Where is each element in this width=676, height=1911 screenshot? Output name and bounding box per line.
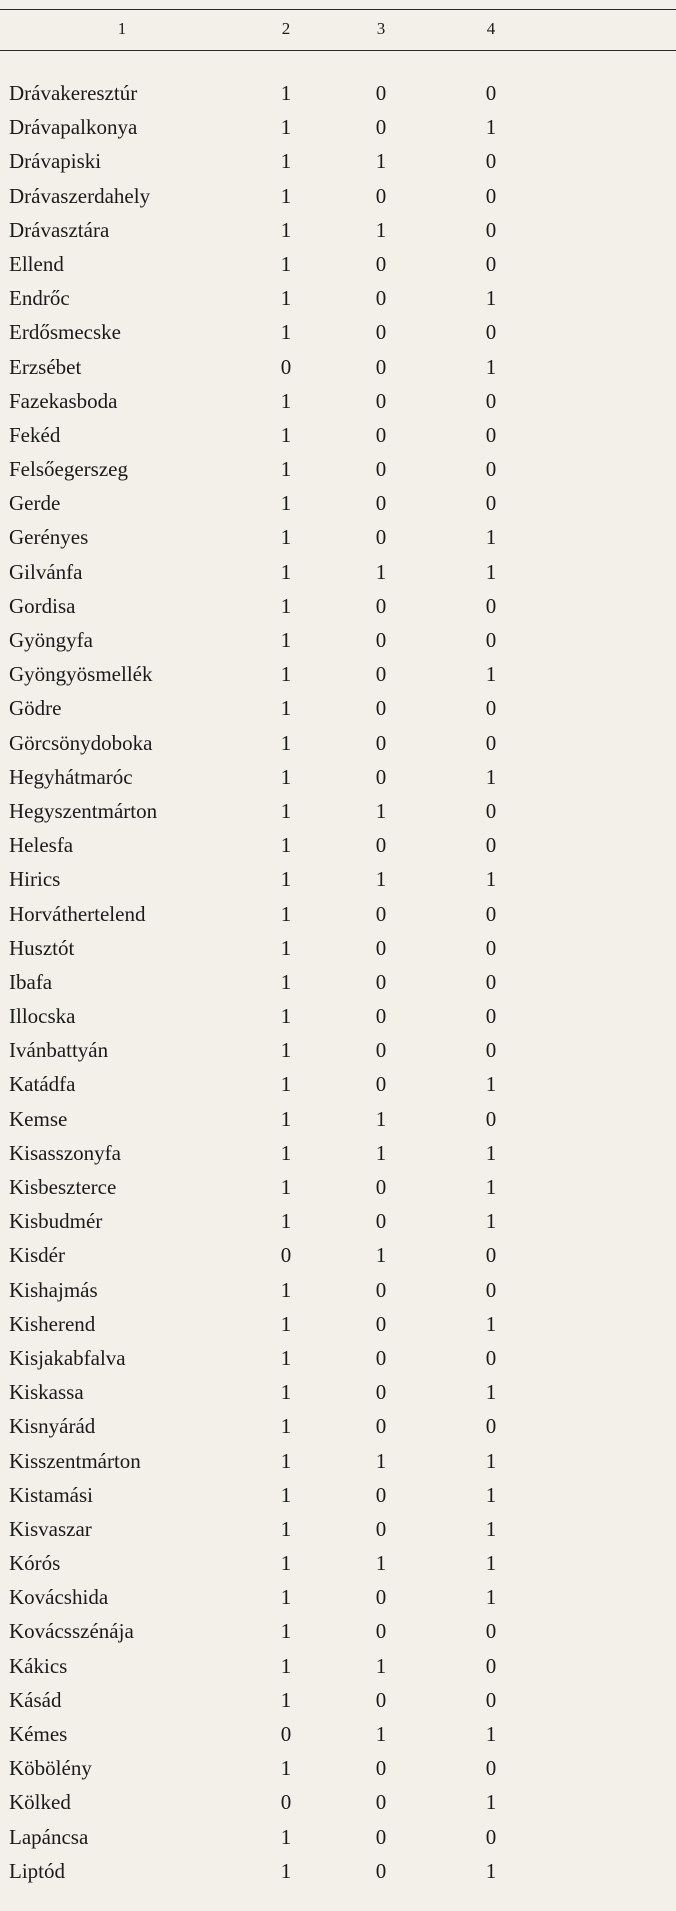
col-4-value-cell: 0 [485, 1243, 497, 1268]
table-row [0, 1170, 676, 1204]
col-4-value-cell: 0 [485, 696, 497, 721]
table-row [0, 1444, 676, 1478]
col-3-value-cell: 0 [375, 1414, 387, 1439]
table-row [0, 281, 676, 315]
settlement-name-cell: Kákics [9, 1653, 68, 1678]
table-row [0, 418, 676, 452]
settlement-name-cell: Drávasztára [9, 217, 110, 242]
col-2-value-cell: 1 [280, 969, 292, 994]
settlement-name-cell: Ivánbattyán [9, 1038, 109, 1063]
col-3-value-cell: 1 [375, 1653, 387, 1678]
col-3-value-cell: 0 [375, 1482, 387, 1507]
col-3-value-cell: 0 [375, 1038, 387, 1063]
col-2-value-cell: 1 [280, 1687, 292, 1712]
col-2-value-cell: 1 [280, 1038, 292, 1063]
header-col-1: 1 [117, 19, 127, 38]
settlement-name-cell: Kovácshida [9, 1585, 109, 1610]
col-4-value-cell: 1 [485, 559, 497, 584]
table-header [0, 16, 676, 42]
col-2-value-cell: 1 [280, 1072, 292, 1097]
table-row [0, 1204, 676, 1238]
table-row [0, 213, 676, 247]
col-3-value-cell: 0 [375, 662, 387, 687]
col-3-value-cell: 0 [375, 525, 387, 550]
col-4-value-cell: 1 [485, 662, 497, 687]
settlement-name-cell: Horváthertelend [9, 901, 146, 926]
table-row [0, 520, 676, 554]
col-3-value-cell: 1 [375, 798, 387, 823]
table-row [0, 1136, 676, 1170]
table-row [0, 110, 676, 144]
settlement-name-cell: Kisjakabfalva [9, 1345, 126, 1370]
settlement-name-cell: Liptód [9, 1858, 65, 1883]
col-4-value-cell: 0 [485, 1687, 497, 1712]
table-row [0, 999, 676, 1033]
col-2-value-cell: 1 [280, 320, 292, 345]
table-row [0, 862, 676, 896]
settlement-name-cell: Gerde [9, 491, 61, 516]
col-2-value-cell: 1 [280, 901, 292, 926]
col-4-value-cell: 1 [485, 286, 497, 311]
settlement-name-cell: Husztót [9, 935, 75, 960]
col-2-value-cell: 1 [280, 457, 292, 482]
settlement-name-cell: Kisbudmér [9, 1209, 103, 1234]
col-2-value-cell: 1 [280, 1482, 292, 1507]
col-3-value-cell: 1 [375, 1448, 387, 1473]
table-row [0, 452, 676, 486]
table-row [0, 1512, 676, 1546]
col-2-value-cell: 1 [280, 81, 292, 105]
settlement-name-cell: Katádfa [9, 1072, 76, 1097]
col-4-value-cell: 0 [485, 1414, 497, 1439]
col-2-value-cell: 1 [280, 1414, 292, 1439]
col-2-value-cell: 1 [280, 1824, 292, 1849]
col-3-value-cell: 1 [375, 1106, 387, 1131]
col-4-value-cell: 1 [485, 1858, 497, 1883]
table-row [0, 1409, 676, 1443]
col-4-value-cell: 0 [485, 628, 497, 652]
col-3-value-cell: 0 [375, 764, 387, 789]
table-row [0, 897, 676, 931]
header-col-4: 4 [486, 19, 496, 38]
header-col-2: 2 [281, 19, 291, 38]
table-row [0, 828, 676, 862]
col-2-value-cell: 1 [280, 149, 292, 174]
col-4-value-cell: 0 [485, 388, 497, 413]
col-3-value-cell: 0 [375, 730, 387, 755]
col-3-value-cell: 1 [375, 149, 387, 174]
table-row [0, 1375, 676, 1409]
settlement-name-cell: Kisnyárád [9, 1414, 96, 1439]
table-row [0, 760, 676, 794]
col-4-value-cell: 0 [485, 593, 497, 618]
col-2-value-cell: 1 [280, 1277, 292, 1302]
col-2-value-cell: 1 [280, 1140, 292, 1165]
table-row [0, 1033, 676, 1067]
col-3-value-cell: 0 [375, 1072, 387, 1097]
settlement-name-cell: Kisdér [9, 1243, 65, 1268]
col-3-value-cell: 1 [375, 1140, 387, 1165]
table-row [0, 1614, 676, 1648]
settlement-name-cell: Helesfa [9, 833, 74, 858]
col-2-value-cell: 1 [280, 662, 292, 687]
col-3-value-cell: 1 [375, 1722, 387, 1746]
settlement-name-cell: Endrőc [9, 286, 70, 311]
col-2-value-cell: 1 [280, 1551, 292, 1576]
col-2-value-cell: 1 [280, 593, 292, 618]
settlement-name-cell: Kemse [9, 1106, 68, 1131]
col-2-value-cell: 1 [280, 1585, 292, 1610]
settlement-name-cell: Kovácsszénája [9, 1619, 134, 1644]
table-row [0, 555, 676, 589]
settlement-name-cell: Drávapiski [9, 149, 102, 174]
col-2-value-cell: 1 [280, 1858, 292, 1883]
col-3-value-cell: 0 [375, 1790, 387, 1815]
col-3-value-cell: 0 [375, 833, 387, 858]
col-4-value-cell: 0 [485, 183, 497, 208]
table-row [0, 1273, 676, 1307]
col-3-value-cell: 0 [375, 422, 387, 447]
col-3-value-cell: 0 [375, 1585, 387, 1610]
col-2-value-cell: 1 [280, 217, 292, 242]
col-3-value-cell: 1 [375, 1243, 387, 1268]
col-3-value-cell: 0 [375, 593, 387, 618]
col-4-value-cell: 1 [485, 1516, 497, 1541]
col-2-value-cell: 1 [280, 1345, 292, 1370]
col-3-value-cell: 0 [375, 1004, 387, 1029]
settlement-name-cell: Felsőegerszeg [9, 457, 128, 482]
settlement-name-cell: Drávapalkonya [9, 115, 138, 140]
col-2-value-cell: 1 [280, 525, 292, 550]
table-row [0, 315, 676, 349]
col-2-value-cell: 1 [280, 935, 292, 960]
col-4-value-cell: 0 [485, 1106, 497, 1131]
col-4-value-cell: 0 [485, 798, 497, 823]
col-2-value-cell: 1 [280, 628, 292, 652]
settlement-name-cell: Gordisa [9, 593, 76, 618]
col-2-value-cell: 1 [280, 1004, 292, 1029]
col-3-value-cell: 0 [375, 1824, 387, 1849]
table-row [0, 965, 676, 999]
table-row [0, 144, 676, 178]
settlement-name-cell: Hegyszentmárton [9, 798, 158, 823]
settlement-name-cell: Fekéd [9, 422, 61, 447]
col-3-value-cell: 0 [375, 1209, 387, 1234]
settlement-name-cell: Kisasszonyfa [9, 1140, 121, 1165]
settlement-name-cell: Ellend [9, 251, 64, 276]
settlement-name-cell: Kórós [9, 1551, 61, 1576]
table-row [0, 1683, 676, 1717]
col-2-value-cell: 0 [280, 1243, 292, 1268]
settlement-name-cell: Kishajmás [9, 1277, 98, 1302]
col-2-value-cell: 1 [280, 388, 292, 413]
settlement-name-cell: Fazekasboda [9, 388, 118, 413]
table-row [0, 350, 676, 384]
settlement-name-cell: Köbölény [9, 1756, 92, 1781]
col-4-value-cell: 0 [485, 1345, 497, 1370]
col-2-value-cell: 1 [280, 833, 292, 858]
col-3-value-cell: 0 [375, 901, 387, 926]
settlement-name-cell: Lapáncsa [9, 1824, 89, 1849]
settlement-name-cell: Gilvánfa [9, 559, 83, 584]
table-row [0, 179, 676, 213]
table-row [0, 589, 676, 623]
settlement-name-cell: Kiskassa [9, 1380, 84, 1405]
col-4-value-cell: 0 [485, 81, 497, 105]
col-3-value-cell: 0 [375, 320, 387, 345]
table-body [0, 76, 676, 1888]
col-3-value-cell: 0 [375, 969, 387, 994]
col-3-value-cell: 0 [375, 1687, 387, 1712]
settlement-name-cell: Kistamási [9, 1482, 93, 1507]
table-row [0, 1717, 676, 1751]
col-3-value-cell: 1 [375, 217, 387, 242]
settlement-name-cell: Hegyhátmaróc [9, 764, 133, 789]
table-row [0, 1341, 676, 1375]
settlement-name-cell: Drávaszerdahely [9, 183, 151, 208]
col-2-value-cell: 1 [280, 798, 292, 823]
table-row [0, 691, 676, 725]
settlement-name-cell: Erdősmecske [9, 320, 121, 345]
col-3-value-cell: 0 [375, 457, 387, 482]
col-2-value-cell: 1 [280, 183, 292, 208]
col-4-value-cell: 1 [485, 115, 497, 140]
settlement-name-cell: Illocska [9, 1004, 76, 1029]
col-3-value-cell: 0 [375, 1380, 387, 1405]
settlement-name-cell: Kémes [9, 1722, 68, 1746]
col-3-value-cell: 1 [375, 1551, 387, 1576]
col-2-value-cell: 1 [280, 1380, 292, 1405]
col-4-value-cell: 1 [485, 1482, 497, 1507]
table-row [0, 1102, 676, 1136]
col-3-value-cell: 1 [375, 559, 387, 584]
col-3-value-cell: 0 [375, 1756, 387, 1781]
col-2-value-cell: 1 [280, 1756, 292, 1781]
col-3-value-cell: 0 [375, 388, 387, 413]
settlement-name-cell: Kisbeszterce [9, 1175, 117, 1199]
settlement-name-cell: Gyöngyfa [9, 628, 93, 652]
col-4-value-cell: 0 [485, 935, 497, 960]
col-3-value-cell: 0 [375, 1175, 387, 1199]
col-4-value-cell: 1 [485, 1722, 497, 1746]
col-4-value-cell: 0 [485, 1038, 497, 1063]
col-2-value-cell: 0 [280, 1790, 292, 1815]
settlement-name-cell: Görcsönydoboka [9, 730, 153, 755]
col-4-value-cell: 1 [485, 764, 497, 789]
table-row [0, 1238, 676, 1272]
col-2-value-cell: 1 [280, 1653, 292, 1678]
table-row [0, 1478, 676, 1512]
col-2-value-cell: 1 [280, 764, 292, 789]
col-4-value-cell: 0 [485, 1824, 497, 1849]
col-3-value-cell: 0 [375, 1619, 387, 1644]
col-2-value-cell: 1 [280, 422, 292, 447]
table-row [0, 384, 676, 418]
col-4-value-cell: 1 [485, 1585, 497, 1610]
col-4-value-cell: 0 [485, 422, 497, 447]
settlement-name-cell: Kölked [9, 1790, 71, 1815]
settlement-name-cell: Erzsébet [9, 354, 82, 379]
settlement-name-cell: Hirics [9, 867, 61, 892]
table-row [0, 1649, 676, 1683]
settlement-name-cell: Gödre [9, 696, 62, 721]
table-row [0, 1067, 676, 1101]
col-4-value-cell: 1 [485, 1790, 497, 1815]
col-4-value-cell: 0 [485, 217, 497, 242]
col-2-value-cell: 1 [280, 1106, 292, 1131]
col-2-value-cell: 1 [280, 730, 292, 755]
col-3-value-cell: 0 [375, 1516, 387, 1541]
col-2-value-cell: 1 [280, 1209, 292, 1234]
table-row [0, 486, 676, 520]
col-4-value-cell: 1 [485, 1140, 497, 1165]
col-4-value-cell: 0 [485, 1004, 497, 1029]
table-row [0, 1546, 676, 1580]
col-4-value-cell: 1 [485, 354, 497, 379]
table-row [0, 623, 676, 657]
col-4-value-cell: 0 [485, 457, 497, 482]
col-4-value-cell: 0 [485, 320, 497, 345]
table-row [0, 1751, 676, 1785]
settlement-name-cell: Gerényes [9, 525, 89, 550]
settlement-name-cell: Kisherend [9, 1311, 96, 1336]
table-row [0, 1785, 676, 1819]
col-4-value-cell: 0 [485, 1277, 497, 1302]
col-3-value-cell: 0 [375, 354, 387, 379]
table-row [0, 657, 676, 691]
col-4-value-cell: 1 [485, 1209, 497, 1234]
table-row [0, 1820, 676, 1854]
col-4-value-cell: 0 [485, 1653, 497, 1678]
table-row [0, 726, 676, 760]
col-4-value-cell: 1 [485, 1072, 497, 1097]
col-4-value-cell: 1 [485, 1448, 497, 1473]
table-row [0, 931, 676, 965]
col-2-value-cell: 0 [280, 1722, 292, 1746]
col-3-value-cell: 0 [375, 81, 387, 105]
col-4-value-cell: 1 [485, 1380, 497, 1405]
col-4-value-cell: 0 [485, 833, 497, 858]
col-2-value-cell: 1 [280, 115, 292, 140]
col-2-value-cell: 1 [280, 1516, 292, 1541]
col-4-value-cell: 0 [485, 730, 497, 755]
col-3-value-cell: 1 [375, 867, 387, 892]
col-2-value-cell: 1 [280, 251, 292, 276]
col-3-value-cell: 0 [375, 115, 387, 140]
col-3-value-cell: 0 [375, 1277, 387, 1302]
col-2-value-cell: 1 [280, 1448, 292, 1473]
col-4-value-cell: 0 [485, 491, 497, 516]
col-2-value-cell: 1 [280, 491, 292, 516]
table-header-rule [0, 50, 676, 51]
col-2-value-cell: 1 [280, 696, 292, 721]
col-4-value-cell: 1 [485, 525, 497, 550]
settlement-name-cell: Gyöngyösmellék [9, 662, 153, 687]
col-4-value-cell: 1 [485, 1311, 497, 1336]
col-3-value-cell: 0 [375, 1345, 387, 1370]
table-row [0, 1580, 676, 1614]
settlement-name-cell: Drávakeresztúr [9, 81, 138, 105]
col-4-value-cell: 0 [485, 251, 497, 276]
col-2-value-cell: 0 [280, 354, 292, 379]
header-col-3: 3 [376, 19, 386, 38]
col-3-value-cell: 0 [375, 696, 387, 721]
col-4-value-cell: 0 [485, 901, 497, 926]
col-3-value-cell: 0 [375, 491, 387, 516]
col-3-value-cell: 0 [375, 1311, 387, 1336]
table-row [0, 794, 676, 828]
col-4-value-cell: 1 [485, 1175, 497, 1199]
col-4-value-cell: 1 [485, 867, 497, 892]
col-2-value-cell: 1 [280, 867, 292, 892]
table-row [0, 1307, 676, 1341]
col-3-value-cell: 0 [375, 286, 387, 311]
col-4-value-cell: 0 [485, 1756, 497, 1781]
col-3-value-cell: 0 [375, 251, 387, 276]
col-4-value-cell: 0 [485, 149, 497, 174]
settlement-name-cell: Kisvaszar [9, 1516, 92, 1541]
table-row [0, 76, 676, 110]
settlement-name-cell: Kásád [9, 1687, 62, 1712]
table-top-rule [0, 9, 676, 10]
settlement-name-cell: Ibafa [9, 969, 53, 994]
col-2-value-cell: 1 [280, 1175, 292, 1199]
table-row [0, 1854, 676, 1888]
col-2-value-cell: 1 [280, 1619, 292, 1644]
col-4-value-cell: 0 [485, 969, 497, 994]
col-3-value-cell: 0 [375, 183, 387, 208]
col-4-value-cell: 0 [485, 1619, 497, 1644]
col-2-value-cell: 1 [280, 1311, 292, 1336]
settlement-name-cell: Kisszentmárton [9, 1448, 141, 1473]
col-2-value-cell: 1 [280, 286, 292, 311]
col-2-value-cell: 1 [280, 559, 292, 584]
col-3-value-cell: 0 [375, 1858, 387, 1883]
table-row [0, 247, 676, 281]
col-4-value-cell: 1 [485, 1551, 497, 1576]
col-3-value-cell: 0 [375, 628, 387, 652]
col-3-value-cell: 0 [375, 935, 387, 960]
